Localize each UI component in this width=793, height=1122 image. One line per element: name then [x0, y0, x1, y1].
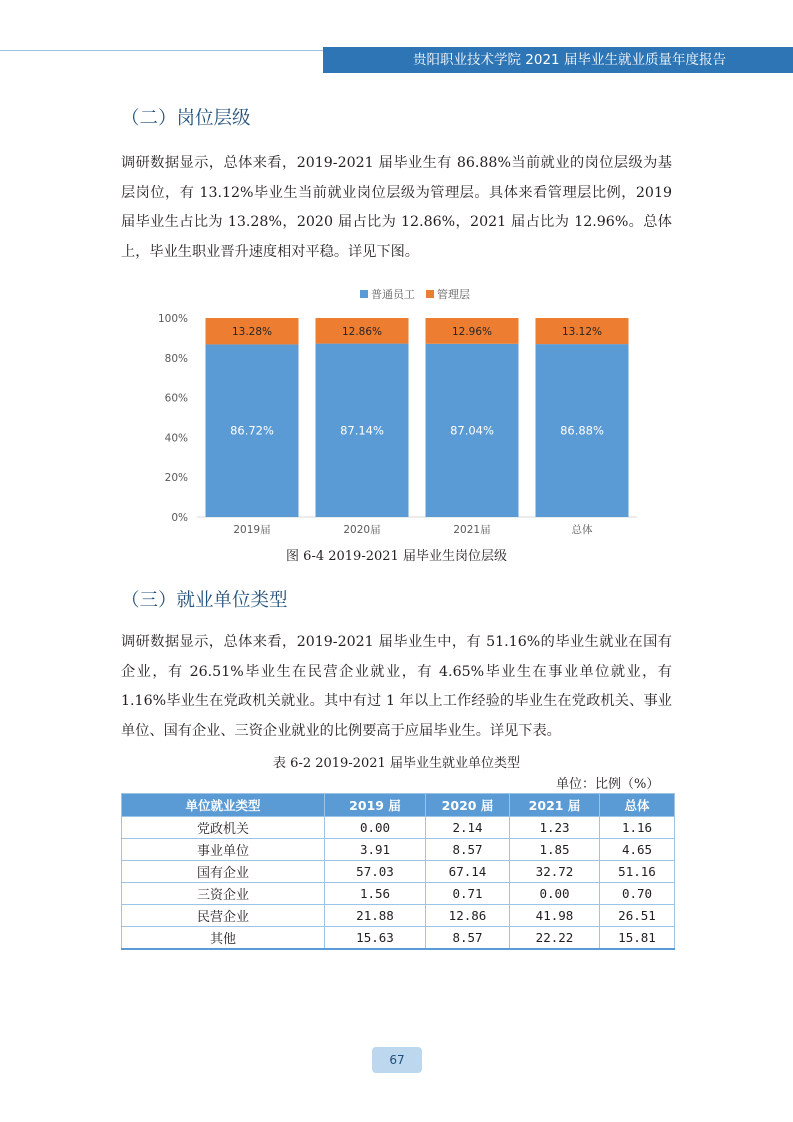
table-cell: 三资企业: [122, 883, 325, 905]
y-tick-label: 100%: [157, 313, 188, 325]
figure-caption: 图 6-4 2019-2021 届毕业生岗位层级: [286, 549, 507, 564]
data-label: 13.28%: [231, 326, 273, 339]
y-tick-label: 80%: [164, 352, 188, 365]
section-title-employer-type: （三）就业单位类型: [121, 590, 288, 611]
page-number: 67: [372, 1047, 422, 1073]
table-cell: 4.65: [600, 839, 675, 861]
data-label: 12.96%: [451, 325, 493, 338]
table-row: [122, 839, 675, 861]
table-header-cell: 单位就业类型: [122, 794, 325, 817]
employer-type-table: [121, 793, 675, 950]
table-header-row: [122, 794, 675, 817]
table-row: [122, 861, 675, 883]
x-tick-label: 2020届: [343, 524, 381, 536]
table-header-cell: 2020 届: [426, 794, 510, 817]
table-cell: 15.81: [600, 927, 675, 950]
table-row: [122, 883, 675, 905]
table-row: [122, 927, 675, 950]
legend-swatch-staff: [360, 290, 368, 298]
table-header-cell: 总体: [600, 794, 675, 817]
table-unit-note: 单位：比例（%）: [556, 777, 660, 792]
table-cell: 41.98: [510, 905, 600, 927]
table-header-cell: 2019 届: [325, 794, 426, 817]
table-cell: 26.51: [600, 905, 675, 927]
data-label: 86.88%: [560, 423, 604, 438]
table-row: [122, 905, 675, 927]
data-label: 13.12%: [561, 326, 603, 339]
data-label: 87.14%: [340, 423, 384, 438]
report-header: [323, 47, 793, 73]
y-tick-label: 0%: [171, 512, 188, 524]
legend-swatch-management: [426, 290, 434, 298]
table-cell: 51.16: [600, 861, 675, 883]
table-cell: 0.00: [325, 817, 426, 839]
x-tick-label: 总体: [571, 524, 593, 536]
table-cell: 1.16: [600, 817, 675, 839]
table-cell: 57.03: [325, 861, 426, 883]
table-cell: 22.22: [510, 927, 600, 950]
x-tick-label: 2019届: [233, 524, 271, 536]
y-tick-label: 40%: [164, 432, 188, 445]
table-cell: 0.70: [600, 883, 675, 905]
table-cell: 民营企业: [122, 905, 325, 927]
y-tick-label: 60%: [164, 392, 188, 405]
table-cell: 32.72: [510, 861, 600, 883]
table-cell: 事业单位: [122, 839, 325, 861]
report-header-title: 贵阳职业技术学院 2021 届毕业生就业质量年度报告: [413, 52, 726, 68]
table-cell: 1.23: [510, 817, 600, 839]
table-cell: 8.57: [426, 839, 510, 861]
table-cell: 15.63: [325, 927, 426, 950]
data-label: 86.72%: [230, 423, 274, 438]
table-cell: 21.88: [325, 905, 426, 927]
job-level-stacked-bar-chart: [154, 282, 649, 542]
legend-label: 普通员工: [371, 288, 415, 301]
data-label: 87.04%: [450, 423, 494, 438]
data-label: 12.86%: [341, 325, 383, 338]
table-caption: 表 6-2 2019-2021 届毕业生就业单位类型: [273, 756, 520, 771]
table-cell: 1.56: [325, 883, 426, 905]
paragraph-employer-type: 调研数据显示，总体来看，2019-2021 届毕业生中，有 51.16%的毕业生就业在国有企业，有 26.51%毕业生在民营企业就业，有 4.65%毕业生在事业单位就业，有 1.16%毕业生在党政机关就业。其中有过 1 年以上工作经验的毕业生在党政机关、事业单位、国有企业、三资企业就业的比例要高于应届毕业生。详见下表。: [121, 634, 672, 739]
y-tick-label: 20%: [164, 472, 188, 485]
table-cell: 其他: [122, 927, 325, 950]
table-cell: 国有企业: [122, 861, 325, 883]
table-header-cell: 2021 届: [510, 794, 600, 817]
table-cell: 0.00: [510, 883, 600, 905]
table-cell: 67.14: [426, 861, 510, 883]
table-cell: 1.85: [510, 839, 600, 861]
x-tick-label: 2021届: [453, 524, 491, 536]
legend-label: 管理层: [437, 288, 470, 301]
table-cell: 8.57: [426, 927, 510, 950]
table-cell: 3.91: [325, 839, 426, 861]
table-cell: 2.14: [426, 817, 510, 839]
paragraph-job-level: 调研数据显示，总体来看，2019-2021 届毕业生有 86.88%当前就业的岗位层级为基层岗位，有 13.12%毕业生当前就业岗位层级为管理层。具体来看管理层比例，2019 届毕业生占比为 13.28%，2020 届占比为 12.86%，2021 届占比为 12.96%。总体上，毕业生职业晋升速度相对平稳。详见下图。: [121, 155, 672, 260]
table-cell: 12.86: [426, 905, 510, 927]
table-row: [122, 817, 675, 839]
table-cell: 党政机关: [122, 817, 325, 839]
section-title-job-level: （二）岗位层级: [121, 108, 251, 129]
table-cell: 0.71: [426, 883, 510, 905]
